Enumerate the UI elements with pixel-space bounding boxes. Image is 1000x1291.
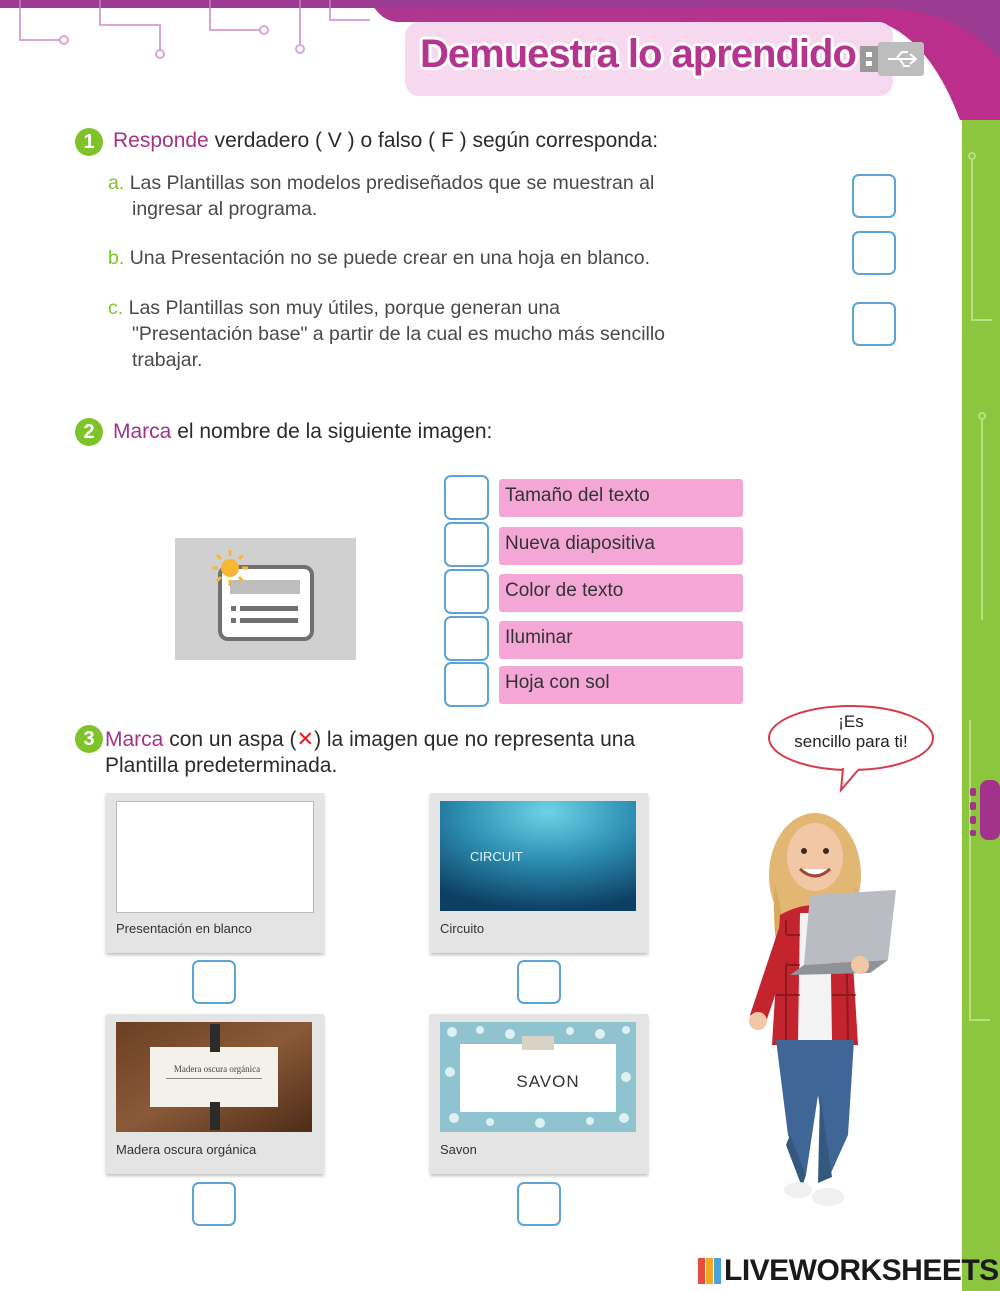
q2-option-2-label: Nueva diapositiva [499,527,743,565]
template-card-wood [106,1014,324,1174]
usb-icon [860,40,940,80]
question-3-text-b: ) la imagen que no representa una [314,728,636,751]
question-1-heading [113,129,658,153]
template-card-savon-label: Savon [440,1142,477,1157]
girl-with-laptop-illustration [720,795,910,1220]
footer-brand: LIVEWORKSHEETS [724,1254,999,1287]
question-3-text-a: con un aspa ( [163,728,297,751]
q2-option-1-box[interactable] [444,475,489,520]
question-2-keyword: Marca [113,420,172,443]
question-2-badge: 2 [75,418,103,446]
template-card-blank-label: Presentación en blanco [116,921,252,936]
q1-item-a-line1: Las Plantillas son modelos prediseñados que se muestran al [129,172,655,194]
q2-option-4-box[interactable] [444,616,489,661]
speech-bubble-text [775,712,927,752]
question-3-badge: 3 [75,725,103,753]
x-mark-icon: ✕ [296,728,315,751]
q1-item-c [108,295,828,373]
wood-thumb-text: Madera oscura orgánica [173,1064,261,1074]
question-1-badge: 1 [75,128,103,156]
q1-answer-a-box[interactable] [852,174,896,218]
q1-item-c-line2: "Presentación base" a partir de la cual es mucho más sencillo [132,323,666,345]
q1-item-c-letter: c. [108,297,124,319]
liveworksheets-logo-icon [698,1258,722,1284]
template-card-wood-label: Madera oscura orgánica [116,1142,257,1157]
q1-item-b [108,245,828,271]
q1-answer-b-box[interactable] [852,231,896,275]
q2-option-5-box[interactable] [444,662,489,707]
q1-item-c-line1: Las Plantillas son muy útiles, porque generan una [128,297,561,319]
template-card-circuit-label: Circuito [440,921,485,936]
new-slide-sun-image [175,538,356,660]
q2-option-1-label: Tamaño del texto [499,479,743,517]
q3-card-4-box[interactable] [517,1182,561,1226]
wood-thumbnail [116,1022,312,1132]
q2-option-3-box[interactable] [444,569,489,614]
q1-answer-c-box[interactable] [852,302,896,346]
question-3-heading [105,727,635,779]
question-1-keyword: Responde [113,129,209,152]
savon-thumb-text: SAVON [516,1072,580,1091]
question-3-line2: Plantilla predeterminada. [105,754,338,777]
sun-icon [212,550,248,586]
q3-card-1-box[interactable] [192,960,236,1004]
q2-option-4-label: Iluminar [499,621,743,659]
q1-item-a-letter: a. [108,172,125,194]
q2-option-5-label: Hoja con sol [499,666,743,704]
circuit-thumb-text: CIRCUIT [470,849,523,864]
q2-option-3-label: Color de texto [499,574,743,612]
question-1-text: verdadero ( V ) o falso ( F ) según corresponda: [208,129,659,152]
bubble-line2: sencillo para ti! [794,732,908,751]
bubble-line1: ¡Es [838,712,864,731]
question-2-text: el nombre de la siguiente imagen: [171,420,493,443]
q3-card-2-box[interactable] [517,960,561,1004]
blank-thumbnail [116,801,314,913]
q1-item-c-line3: trabajar. [132,349,203,371]
question-3-keyword: Marca [105,728,164,751]
q1-item-b-letter: b. [108,247,125,269]
side-green-band [962,120,1000,1291]
template-card-circuit [430,793,648,953]
page-title: Demuestra lo aprendido [420,32,856,76]
question-2-heading [113,420,492,444]
template-card-savon [430,1014,648,1174]
q1-item-a [108,170,828,222]
q1-item-a-line2: ingresar al programa. [132,198,318,220]
q1-item-b-line1: Una Presentación no se puede crear en una hoja en blanco. [129,247,651,269]
q2-option-2-box[interactable] [444,522,489,567]
template-card-blank [106,793,324,953]
q3-card-3-box[interactable] [192,1182,236,1226]
